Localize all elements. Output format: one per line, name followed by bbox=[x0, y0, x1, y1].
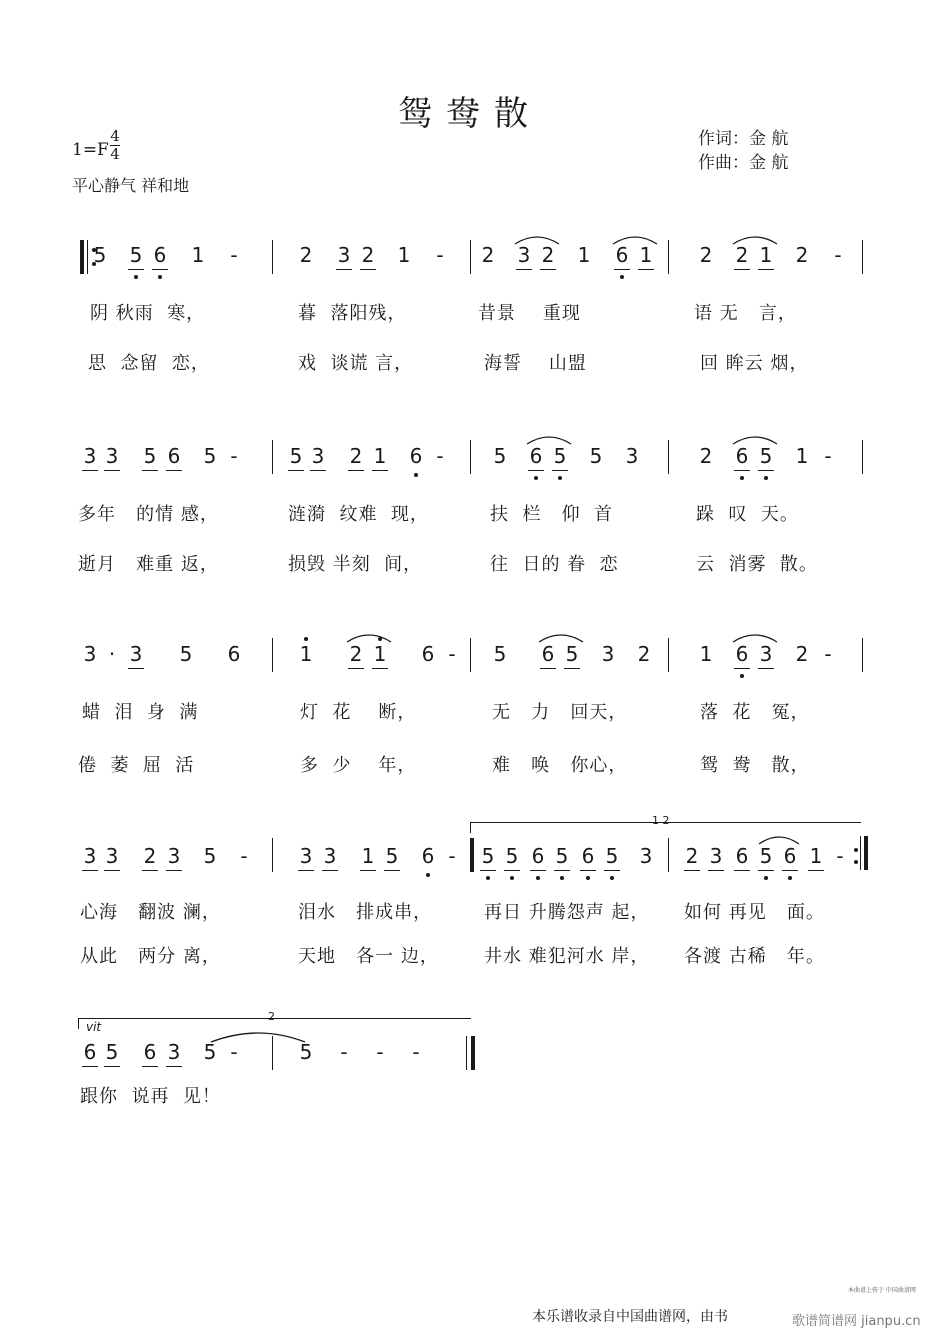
note: 3 bbox=[163, 844, 185, 868]
slur bbox=[730, 432, 780, 446]
lyric-verse-1: 阴 秋雨 寒， bbox=[90, 303, 206, 324]
barline bbox=[668, 838, 669, 872]
tempo-vit: vit bbox=[86, 1020, 102, 1034]
lyric-verse-1: 多年 的情 感， bbox=[78, 504, 219, 525]
lyric-verse-1: 再日 升腾怨声 起， bbox=[484, 902, 650, 923]
composer-credit: 作曲：金 航 bbox=[698, 153, 789, 173]
barline bbox=[470, 440, 471, 474]
note: 2 bbox=[637, 642, 651, 666]
slur bbox=[756, 832, 802, 846]
note: - bbox=[340, 1040, 348, 1064]
repeat-dot bbox=[854, 848, 858, 852]
lyric-verse-1: 灯 花 断， bbox=[300, 702, 417, 723]
note: 1 bbox=[699, 642, 713, 666]
note: 3 bbox=[295, 844, 317, 868]
barline bbox=[668, 240, 669, 274]
lyric-verse-1: 蜡 泪 身 满 bbox=[82, 702, 199, 723]
repeat-start-barline bbox=[80, 240, 84, 274]
tempo-marking: 平心静气 祥和地 bbox=[72, 176, 190, 195]
note: 6 bbox=[537, 642, 559, 666]
note: 1 bbox=[191, 243, 205, 267]
note: 5 bbox=[549, 444, 571, 468]
note: - bbox=[836, 844, 844, 868]
note: 5 bbox=[203, 1040, 217, 1064]
note: 6 bbox=[611, 243, 633, 267]
note: 3 bbox=[601, 642, 615, 666]
note: 1 bbox=[805, 844, 827, 868]
note: 5 bbox=[179, 642, 193, 666]
lyric-verse-1: 落 花 冤， bbox=[700, 702, 810, 723]
barline bbox=[272, 440, 273, 474]
note: 3 bbox=[163, 1040, 185, 1064]
slur bbox=[730, 630, 780, 644]
lyric-verse-2: 海誓 山盟 bbox=[484, 353, 587, 374]
note: 2 bbox=[681, 844, 703, 868]
lyric-verse-2: 损毁 半刻 间， bbox=[288, 554, 423, 575]
note: 3 bbox=[625, 444, 639, 468]
lyric-verse-2: 往 日的 眷 恋 bbox=[490, 554, 619, 575]
note: 6 bbox=[527, 844, 549, 868]
note: 1 bbox=[397, 243, 411, 267]
time-signature bbox=[108, 128, 122, 163]
lyric-verse-1: 暮 落阳残， bbox=[298, 303, 407, 324]
upload-note: 本曲谱上传于 中国曲谱网 bbox=[848, 1287, 916, 1294]
dot-marker: · bbox=[108, 642, 116, 666]
note: 5 bbox=[203, 444, 217, 468]
lyric-verse-2: 井水 难犯河水 岸， bbox=[484, 946, 650, 967]
barline bbox=[272, 240, 273, 274]
note: 6 bbox=[139, 1040, 161, 1064]
barline bbox=[862, 440, 863, 474]
note: - bbox=[824, 444, 832, 468]
lyric-verse-2: 鸳 鸯 散， bbox=[700, 755, 810, 776]
lyric-verse-1: 跟你 说再 见！ bbox=[80, 1086, 221, 1107]
note: - bbox=[412, 1040, 420, 1064]
song-title: 鸳鸯散 bbox=[398, 94, 542, 134]
note: - bbox=[436, 444, 444, 468]
lyric-verse-1: 泪水 排成串， bbox=[298, 902, 433, 923]
key-signature: 1=F bbox=[72, 140, 109, 160]
volta-number: 2 bbox=[268, 1010, 275, 1023]
lyric-verse-2: 云 消雾 散。 bbox=[696, 554, 818, 575]
slur bbox=[730, 232, 780, 246]
note: 1 bbox=[357, 844, 379, 868]
note: 3 bbox=[639, 844, 653, 868]
note: 5 bbox=[299, 1040, 313, 1064]
barline bbox=[272, 638, 273, 672]
note: 3 bbox=[755, 642, 777, 666]
note: 2 bbox=[699, 243, 713, 267]
lyric-verse-1: 昔景 重现 bbox=[478, 303, 581, 324]
barline bbox=[272, 838, 273, 872]
note: 6 bbox=[731, 444, 753, 468]
note: - bbox=[824, 642, 832, 666]
note: 2 bbox=[357, 243, 379, 267]
note: 3 bbox=[319, 844, 341, 868]
slur bbox=[610, 232, 660, 246]
lyric-verse-2: 各渡 古稀 年。 bbox=[684, 946, 825, 967]
note: 3 bbox=[513, 243, 535, 267]
note: 1 bbox=[635, 243, 657, 267]
note: 3 bbox=[307, 444, 329, 468]
note: 5 bbox=[93, 243, 107, 267]
note: 6 bbox=[731, 642, 753, 666]
note: 6 bbox=[79, 1040, 101, 1064]
lyric-verse-2: 从此 两分 离， bbox=[80, 946, 221, 967]
note: 3 bbox=[333, 243, 355, 267]
note: 5 bbox=[755, 844, 777, 868]
repeat-end-barline bbox=[470, 838, 474, 872]
note: 6 bbox=[163, 444, 185, 468]
slur bbox=[524, 432, 574, 446]
note: 1 bbox=[295, 642, 317, 666]
note: 6 bbox=[405, 444, 427, 468]
lyric-verse-1: 无 力 回天， bbox=[492, 702, 628, 723]
barline bbox=[466, 1036, 467, 1070]
note: 5 bbox=[561, 642, 583, 666]
note: 5 bbox=[125, 243, 147, 267]
note: 5 bbox=[601, 844, 623, 868]
note: 6 bbox=[731, 844, 753, 868]
barline bbox=[860, 836, 861, 870]
note: 3 bbox=[83, 642, 97, 666]
note: 6 bbox=[525, 444, 547, 468]
footer-source-text: 本乐谱收录自中国曲谱网，由书 bbox=[532, 1309, 728, 1325]
note: 2 bbox=[481, 243, 495, 267]
note: 5 bbox=[381, 844, 403, 868]
lyric-verse-2: 倦 萎 屈 活 bbox=[78, 755, 195, 776]
note: 5 bbox=[493, 444, 507, 468]
note: 1 bbox=[369, 444, 391, 468]
barline bbox=[862, 638, 863, 672]
lyric-verse-1: 心海 翻波 澜， bbox=[80, 902, 221, 923]
lyricist-credit: 作词：金 航 bbox=[698, 129, 789, 149]
note: 2 bbox=[699, 444, 713, 468]
note: 2 bbox=[345, 642, 367, 666]
note: 1 bbox=[795, 444, 809, 468]
repeat-end-barline bbox=[864, 836, 868, 870]
note: 5 bbox=[139, 444, 161, 468]
note: 6 bbox=[417, 844, 439, 868]
note: 1 bbox=[577, 243, 591, 267]
note: - bbox=[436, 243, 444, 267]
final-barline bbox=[471, 1036, 475, 1070]
note: 1 bbox=[755, 243, 777, 267]
lyric-verse-2: 逝月 难重 返， bbox=[78, 554, 219, 575]
site-watermark: 歌谱简谱网 jianpu.cn bbox=[792, 1314, 921, 1329]
note: 2 bbox=[139, 844, 161, 868]
note: - bbox=[230, 444, 238, 468]
note: 3 bbox=[79, 844, 101, 868]
note: 2 bbox=[345, 444, 367, 468]
note: 3 bbox=[101, 844, 123, 868]
note: 2 bbox=[537, 243, 559, 267]
lyric-verse-2: 戏 谈谎 言， bbox=[298, 353, 414, 374]
time-signature-top: 4 bbox=[110, 127, 120, 145]
note: - bbox=[376, 1040, 384, 1064]
note: 5 bbox=[755, 444, 777, 468]
barline bbox=[668, 638, 669, 672]
note: 3 bbox=[79, 444, 101, 468]
note: 6 bbox=[421, 642, 435, 666]
note: 5 bbox=[203, 844, 217, 868]
note: - bbox=[240, 844, 248, 868]
lyric-verse-1: 跺 叹 天。 bbox=[696, 504, 799, 525]
note: 6 bbox=[577, 844, 599, 868]
note: - bbox=[448, 844, 456, 868]
repeat-dot bbox=[854, 860, 858, 864]
note: 5 bbox=[589, 444, 603, 468]
note: 5 bbox=[551, 844, 573, 868]
note: 2 bbox=[299, 243, 313, 267]
note: 1 bbox=[369, 642, 391, 666]
note: 2 bbox=[731, 243, 753, 267]
lyric-verse-1: 扶 栏 仰 首 bbox=[490, 504, 614, 525]
note: - bbox=[448, 642, 456, 666]
note: 5 bbox=[493, 642, 507, 666]
lyric-verse-1: 如何 再见 面。 bbox=[684, 902, 825, 923]
note: 5 bbox=[285, 444, 307, 468]
lyric-verse-2: 回 眸云 烟， bbox=[700, 353, 809, 374]
note: - bbox=[230, 243, 238, 267]
note: 6 bbox=[149, 243, 171, 267]
barline bbox=[668, 440, 669, 474]
lyric-verse-1: 涟漪 纹难 现， bbox=[288, 504, 429, 525]
barline bbox=[862, 240, 863, 274]
slur bbox=[536, 630, 586, 644]
note: - bbox=[230, 1040, 238, 1064]
note: 5 bbox=[477, 844, 499, 868]
lyric-verse-2: 难 唤 你心， bbox=[492, 755, 628, 776]
note: 5 bbox=[101, 1040, 123, 1064]
note: 2 bbox=[795, 243, 809, 267]
lyric-verse-2: 思 念留 恋， bbox=[88, 353, 210, 374]
slur bbox=[344, 630, 394, 644]
note: 2 bbox=[795, 642, 809, 666]
lyric-verse-2: 天地 各一 边， bbox=[298, 946, 439, 967]
note: 3 bbox=[705, 844, 727, 868]
note: 6 bbox=[227, 642, 241, 666]
time-signature-bottom: 4 bbox=[110, 145, 120, 163]
note: 3 bbox=[101, 444, 123, 468]
barline bbox=[470, 638, 471, 672]
note: - bbox=[834, 243, 842, 267]
note: 6 bbox=[779, 844, 801, 868]
lyric-verse-2: 多 少 年， bbox=[300, 755, 417, 776]
slur bbox=[512, 232, 562, 246]
tie bbox=[208, 1028, 308, 1044]
volta-number: 1 2 bbox=[652, 814, 670, 827]
lyric-verse-1: 语 无 言， bbox=[694, 303, 797, 324]
note: 5 bbox=[501, 844, 523, 868]
note: 3 bbox=[125, 642, 147, 666]
barline bbox=[470, 240, 471, 274]
barline bbox=[87, 240, 88, 274]
